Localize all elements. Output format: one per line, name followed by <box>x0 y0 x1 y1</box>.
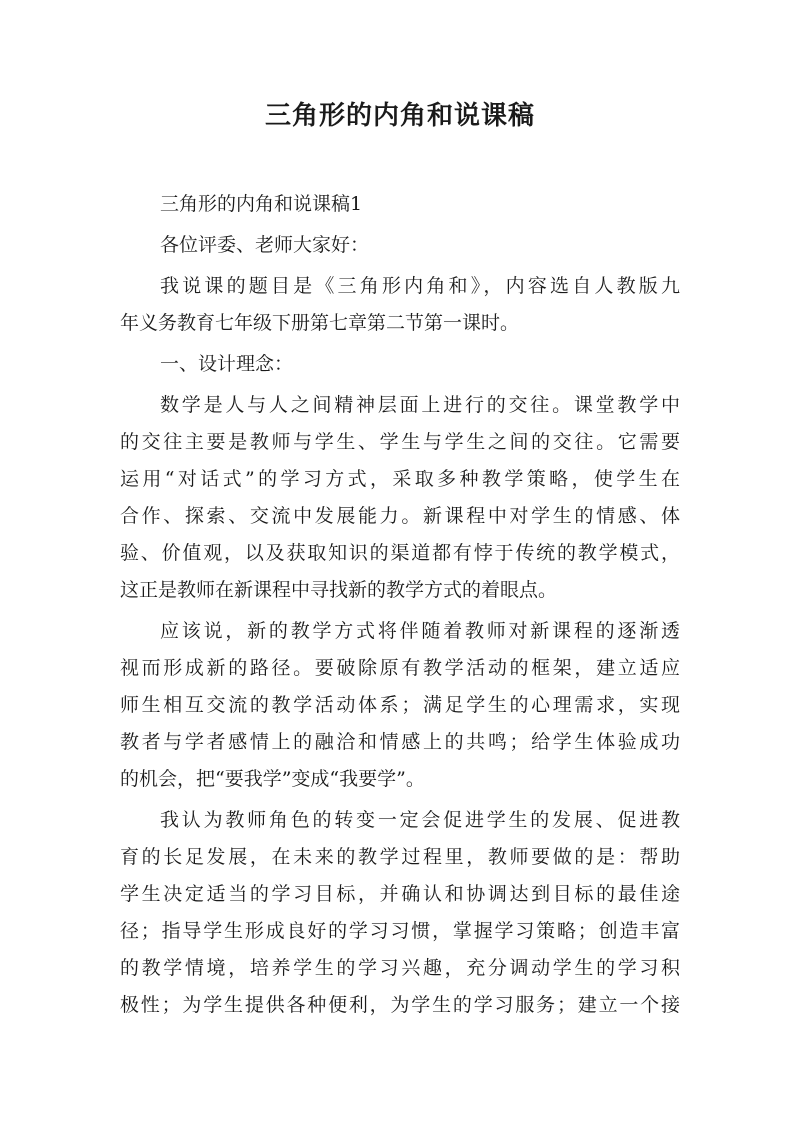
paragraph-line: 各位评委、老师大家好： <box>160 234 370 256</box>
paragraph-line: 师生相互交流的教学活动体系；满足学生的心理需求，实现 <box>120 694 680 716</box>
document-body <box>120 186 680 1024</box>
paragraph-line: 育的长足发展，在未来的教学过程里，教师要做的是：帮助 <box>120 846 680 868</box>
paragraph-line: 三角形的内角和说课稿1 <box>160 193 363 215</box>
paragraph-line: 一、设计理念： <box>160 353 294 375</box>
paragraph-line: 径；指导学生形成良好的学习习惯，掌握学习策略；创造丰富 <box>120 920 680 942</box>
paragraph-line: 年义务教育七年级下册第七章第二节第一课时。 <box>120 312 520 334</box>
paragraph-line: 我认为教师角色的转变一定会促进学生的发展、促进教 <box>160 809 680 831</box>
paragraph-line: 的教学情境，培养学生的学习兴趣，充分调动学生的学习积 <box>120 957 680 979</box>
paragraph-line: 教者与学者感情上的融洽和情感上的共鸣；给学生体验成功 <box>120 731 680 753</box>
paragraph-line: 数学是人与人之间精神层面上进行的交往。课堂教学中 <box>160 394 680 416</box>
paragraph-line: 的交往主要是教师与学生、学生与学生之间的交往。它需要 <box>120 431 680 453</box>
paragraph-line: 验、价值观，以及获取知识的渠道都有悖于传统的教学模式， <box>120 542 680 564</box>
paragraph-line: 应该说，新的教学方式将伴随着教师对新课程的逐渐透 <box>160 620 680 642</box>
paragraph-line: 极性；为学生提供各种便利，为学生的学习服务；建立一个接 <box>120 994 680 1016</box>
paragraph-line: 我说课的题目是《三角形内角和》，内容选自人教版九 <box>160 275 680 297</box>
paragraph-line: 学生决定适当的学习目标，并确认和协调达到目标的最佳途 <box>120 883 680 905</box>
paragraph-line: 运用“对话式”的学习方式，采取多种教学策略，使学生在 <box>120 468 680 490</box>
paragraph-line: 这正是教师在新课程中寻找新的教学方式的着眼点。 <box>120 579 558 601</box>
paragraph-line: 的机会，把“要我学”变成“我要学”。 <box>120 768 425 790</box>
document-title: 三角形的内角和说课稿 <box>264 101 535 131</box>
paragraph-line: 视而形成新的路径。要破除原有教学活动的框架，建立适应 <box>120 657 680 679</box>
paragraph-line: 合作、探索、交流中发展能力。新课程中对学生的情感、体 <box>120 505 680 527</box>
